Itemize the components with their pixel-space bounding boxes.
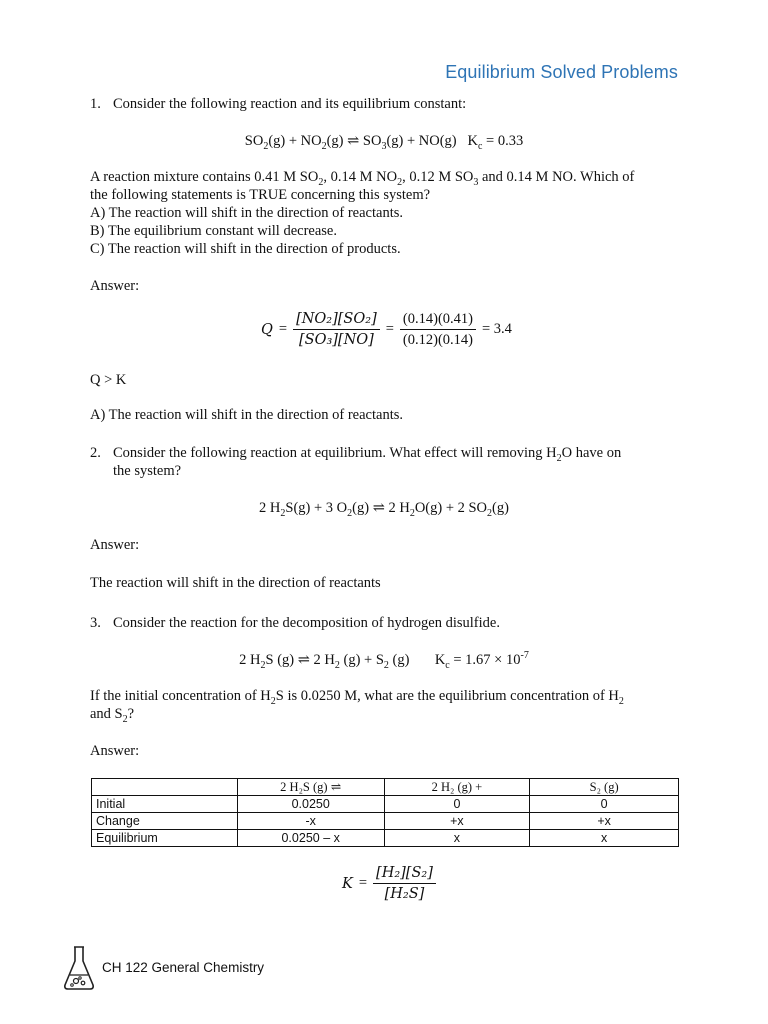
problem-1-mixture-line2: the following statements is TRUE concerning this system? xyxy=(90,187,431,203)
table-row xyxy=(92,830,679,847)
problem-3-answer-label: Answer: xyxy=(90,743,140,759)
problem-1-reaction: $SO_2(g) + NO_2(g)$ ⇌ $SO_3(g) + NO(g) K_c = 0.33$ xyxy=(244,133,524,152)
ice-header-cell: S₂ (g) xyxy=(530,779,679,796)
row-label: Equilibrium xyxy=(92,830,238,847)
problem-2-answer: The reaction will shift in the direction of reactants xyxy=(90,575,381,591)
table-cell: 0 xyxy=(530,796,679,813)
ice-table xyxy=(91,778,679,847)
page-title: Equilibrium Solved Problems xyxy=(445,62,678,82)
problem-3-initial-line1: If the initial concentration of $H_2S$ is 0.0250 M, what are the equilibrium concentration of $H_2$ xyxy=(90,688,624,707)
table-cell: 0.0250 – x xyxy=(237,830,384,847)
problem-2-question-line2: the system? xyxy=(113,463,182,479)
problem-1-answer-label: Answer: xyxy=(90,278,140,294)
k-expression-fraction: $\frac{\text{[H₂][S₂]}}{\text{[H₂S]}}$ xyxy=(373,864,436,903)
row-label: Initial xyxy=(92,796,238,813)
problem-1-option-c: C) The reaction will shift in the direction of products. xyxy=(90,241,401,257)
problem-2-answer-label: Answer: xyxy=(90,537,140,553)
problem-1-final-answer: A) The reaction will shift in the direction of reactants. xyxy=(90,407,403,423)
q-expression-fraction: $\frac{\text{[NO₂][SO₂]}}{\text{[SO₃][NO]}}$ xyxy=(293,310,380,349)
row-label: Change xyxy=(92,813,238,830)
table-cell: -x xyxy=(237,813,384,830)
q-values-fraction: $\frac{(0.14)(0.41)}{(0.12)(0.14)}$ xyxy=(400,310,476,349)
problem-1-q-equation: Q = $\frac{\text{[NO₂][SO₂]}}{\text{[SO₃][NO]}}$ = $\frac{(0.14)(0.41)}{(0.12)(0.14)}$ = 3.4 xyxy=(261,311,512,348)
table-cell: 0.0250 xyxy=(237,796,384,813)
problem-2-question-line1: Consider the following reaction at equilibrium. What effect will removing $H_2O$ have on xyxy=(113,445,622,464)
problem-3-reaction: 2 $H_2S$ (g) ⇌ 2 $H_2$ $(g) + S_2$ (g) $K_c = 1.67 \times 10^{-7}$ xyxy=(239,650,529,671)
problem-3-initial-line2: and $S_2$? xyxy=(90,706,135,725)
table-cell: x xyxy=(530,830,679,847)
ice-header-cell xyxy=(92,779,238,796)
table-cell: +x xyxy=(384,813,530,830)
footer-course: CH 122 General Chemistry xyxy=(102,960,265,975)
table-cell: 0 xyxy=(384,796,530,813)
ice-table-header-row xyxy=(92,779,679,796)
problem-3-k-expression: K = $\frac{\text{[H₂][S₂]}}{\text{[H₂S]}}$ xyxy=(342,864,436,903)
flask-icon xyxy=(62,945,96,991)
problem-1-comparison: Q > K xyxy=(90,372,127,388)
problem-1-number: 1. xyxy=(90,96,101,112)
problem-1-mixture-line1: A reaction mixture contains 0.41 M $SO_2$, 0.14 M $NO_2$, 0.12 M $SO_3$ and 0.14 M NO. Which of xyxy=(90,169,635,188)
table-row xyxy=(92,813,679,830)
table-cell: x xyxy=(384,830,530,847)
ice-header-cell: 2 H₂ (g) + xyxy=(384,779,530,796)
problem-3-question: Consider the reaction for the decomposition of hydrogen disulfide. xyxy=(113,615,500,631)
problem-1-question: Consider the following reaction and its equilibrium constant: xyxy=(113,96,467,112)
problem-2-reaction: 2 $H_2S(g) + 3$ $O_2(g)$ ⇌ 2 $H_2O(g) + 2$ $SO_2(g)$ xyxy=(259,500,509,519)
table-cell: +x xyxy=(530,813,679,830)
problem-1-option-a: A) The reaction will shift in the direction of reactants. xyxy=(90,205,403,221)
problem-3-number: 3. xyxy=(90,615,101,631)
table-row xyxy=(92,796,679,813)
problem-2-number: 2. xyxy=(90,445,101,461)
problem-1-option-b: B) The equilibrium constant will decrease. xyxy=(90,223,337,239)
ice-header-cell: 2 H₂S (g) ⇌ xyxy=(237,779,384,796)
